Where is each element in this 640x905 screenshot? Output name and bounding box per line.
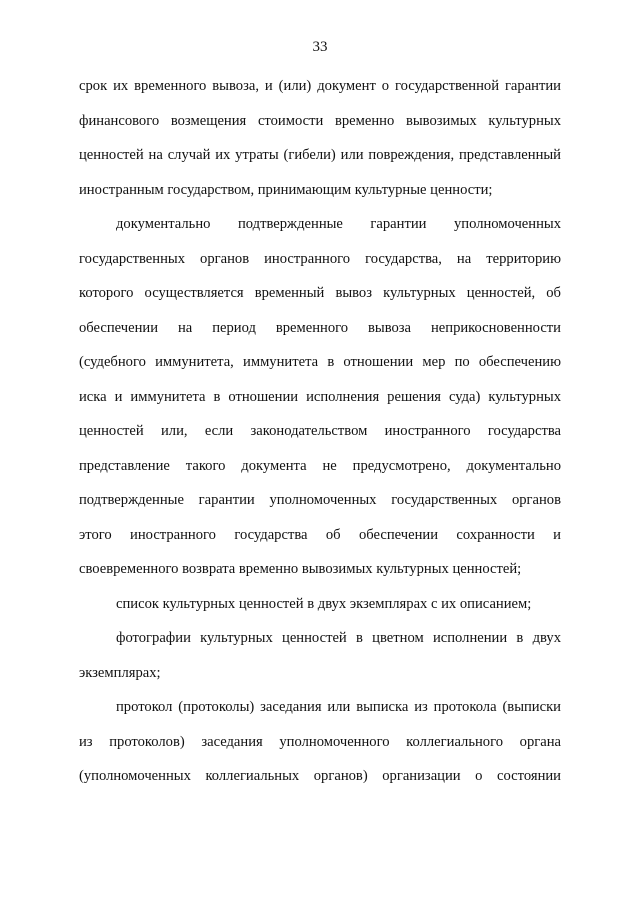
text-line: которого осуществляется временный вывоз культурных ценностей, об — [79, 285, 561, 301]
text-line: иска и иммунитета в отношении исполнения решения суда) культурных — [79, 388, 561, 405]
text-line: этого иностранного государства об обеспечении сохранности и — [79, 526, 561, 543]
text-line: срок их временного вывоза, и (или) документ о государственной гарантии — [79, 78, 561, 94]
text-line: список культурных ценностей в двух экземплярах с их описанием; — [116, 595, 532, 612]
text-line: обеспечении на период временного вывоза неприкосновенности — [79, 319, 561, 336]
text-line: своевременного возврата временно вывозимых культурных ценностей; — [79, 561, 522, 577]
text-line: фотографии культурных ценностей в цветном исполнении в двух — [116, 630, 561, 646]
text-line: (судебного иммунитета, иммунитета в отношении мер по обеспечению — [79, 354, 561, 370]
text-line: подтвержденные гарантии уполномоченных государственных органов — [79, 492, 561, 508]
text-line: иностранным государством, принимающим культурные ценности; — [79, 181, 493, 198]
text-line: экземплярах; — [79, 664, 161, 681]
text-line: финансового возмещения стоимости временно вывозимых культурных — [79, 112, 561, 129]
text-line: ценностей на случай их утраты (гибели) или повреждения, представленный — [79, 147, 561, 163]
text-line: документально подтвержденные гарантии уполномоченных — [116, 216, 561, 232]
document-body — [79, 72, 561, 797]
text-line: (уполномоченных коллегиальных органов) организации о состоянии — [79, 768, 561, 784]
text-line: ценностей или, если законодательством иностранного государства — [79, 423, 561, 439]
text-line: протокол (протоколы) заседания или выписка из протокола (выписки — [116, 699, 561, 715]
text-line: представление такого документа не предусмотрено, документально — [79, 457, 561, 474]
text-line: государственных органов иностранного государства, на территорию — [79, 250, 561, 267]
text-line: из протоколов) заседания уполномоченного коллегиального органа — [79, 733, 561, 750]
page-number: 33 — [312, 39, 328, 55]
